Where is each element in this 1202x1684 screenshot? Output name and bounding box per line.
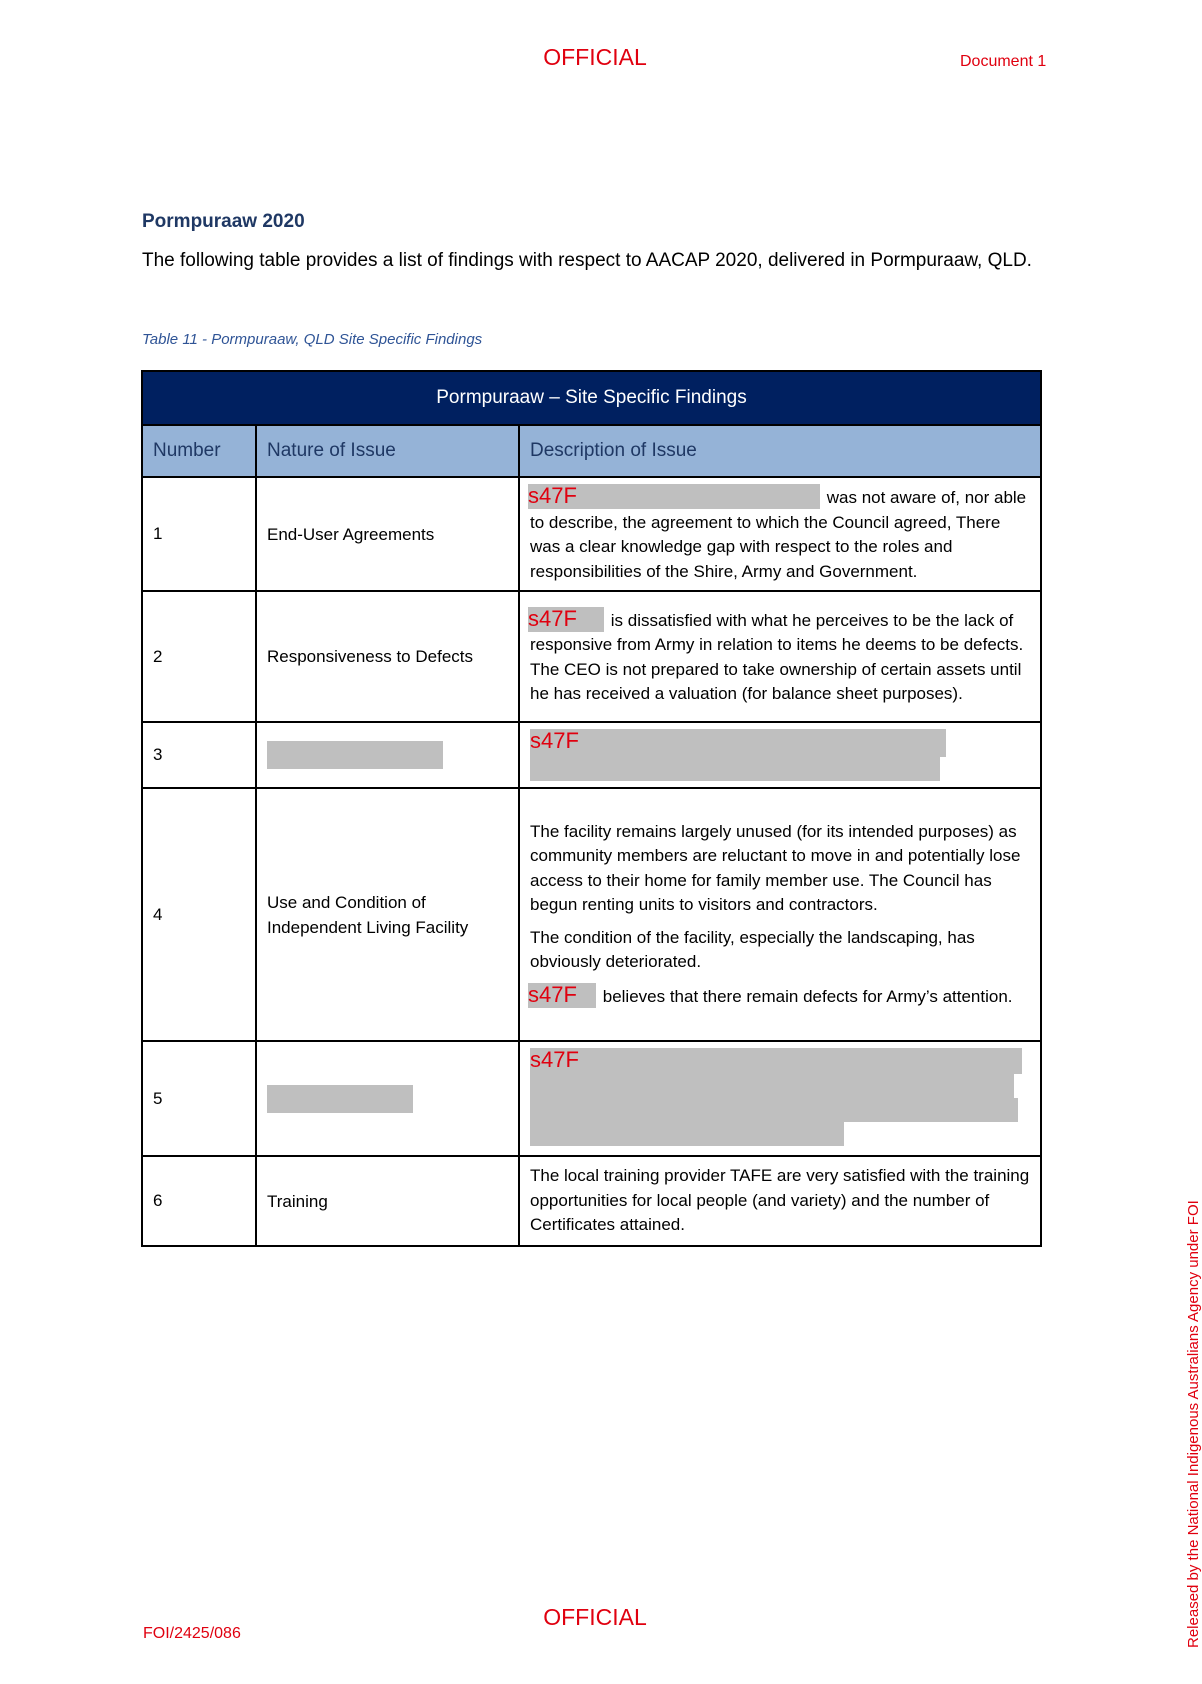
row-nature: Training	[256, 1156, 519, 1246]
table-row	[142, 1156, 1041, 1246]
redaction-code: s47F	[528, 483, 577, 508]
redaction-box	[528, 983, 596, 1008]
row-description	[519, 788, 1041, 1041]
row-number: 2	[142, 591, 256, 722]
foi-reference: FOI/2425/086	[143, 1625, 241, 1642]
description-paragraph: The facility remains largely unused (for its intended purposes) as community members are reluctant to move in and potentially lose access to their home for family member use. The Council has begun renting units to visitors and contractors.	[530, 821, 1021, 915]
row-nature: End-User Agreements	[256, 477, 519, 591]
redaction-code: s47F	[528, 981, 577, 1007]
document-number: Document 1	[960, 53, 1047, 70]
redaction-code: s47F	[530, 728, 579, 753]
description-text: is dissatisfied with what he perceives to be the lack of responsive from Army in relation to items he deems to be defects. The CEO is not prepared to take ownership of certain assets until he has received a valuation (for balance sheet purposes).	[530, 610, 1024, 703]
column-header-nature: Nature of Issue	[256, 425, 519, 477]
table-header-row	[142, 425, 1041, 477]
redaction-box	[267, 741, 443, 769]
row-nature	[256, 722, 519, 788]
table-title-row	[142, 371, 1041, 425]
table-row	[142, 477, 1041, 591]
column-header-description: Description of Issue	[519, 425, 1041, 477]
intro-paragraph: The following table provides a list of findings with respect to AACAP 2020, delivered in Pormpuraaw, QLD.	[142, 250, 1032, 271]
table-title: Pormpuraaw – Site Specific Findings	[142, 371, 1041, 425]
row-description	[519, 1041, 1041, 1156]
header-classification: OFFICIAL	[543, 44, 647, 70]
redaction-box	[530, 1074, 1014, 1098]
redaction-box	[530, 757, 940, 781]
row-number: 5	[142, 1041, 256, 1156]
footer-classification: OFFICIAL	[543, 1604, 647, 1630]
redaction-box	[530, 1122, 844, 1146]
row-description	[519, 477, 1041, 591]
table-row	[142, 591, 1041, 722]
table-caption: Table 11 - Pormpuraaw, QLD Site Specific Findings	[142, 331, 483, 348]
row-number: 3	[142, 722, 256, 788]
table-row	[142, 722, 1041, 788]
description-paragraph	[530, 983, 1030, 1010]
row-description	[519, 591, 1041, 722]
description-paragraph: The condition of the facility, especially the landscaping, has obviously deteriorated.	[530, 927, 975, 972]
release-note: Released by the National Indigenous Australians Agency under FOI	[1185, 1200, 1202, 1648]
description-text: believes that there remain defects for Army’s attention.	[602, 986, 1013, 1006]
redaction-code: s47F	[530, 1047, 579, 1072]
row-nature: Use and Condition of Independent Living Facility	[256, 788, 519, 1041]
redaction-box	[530, 1048, 1022, 1074]
redaction-box	[528, 484, 820, 509]
row-nature: Responsiveness to Defects	[256, 591, 519, 722]
section-heading: Pormpuraaw 2020	[142, 211, 305, 232]
row-number: 1	[142, 477, 256, 591]
redaction-box	[530, 729, 946, 757]
redaction-code: s47F	[528, 605, 577, 631]
column-header-number: Number	[142, 425, 256, 477]
row-description	[519, 722, 1041, 788]
redaction-box	[267, 1085, 413, 1113]
findings-table	[141, 370, 1042, 1247]
row-nature	[256, 1041, 519, 1156]
row-number: 6	[142, 1156, 256, 1246]
table-row	[142, 788, 1041, 1041]
table-row	[142, 1041, 1041, 1156]
row-description: The local training provider TAFE are very satisfied with the training opportunities for local people (and variety) and the number of Certificates attained.	[519, 1156, 1041, 1246]
row-number: 4	[142, 788, 256, 1041]
description-text: was not aware of, nor able to describe, the agreement to which the Council agreed, There was a clear knowledge gap with respect to the roles and responsibilities of the Shire, Army and Government.	[530, 488, 1027, 581]
redaction-box	[528, 607, 604, 632]
redaction-box	[530, 1098, 1018, 1122]
